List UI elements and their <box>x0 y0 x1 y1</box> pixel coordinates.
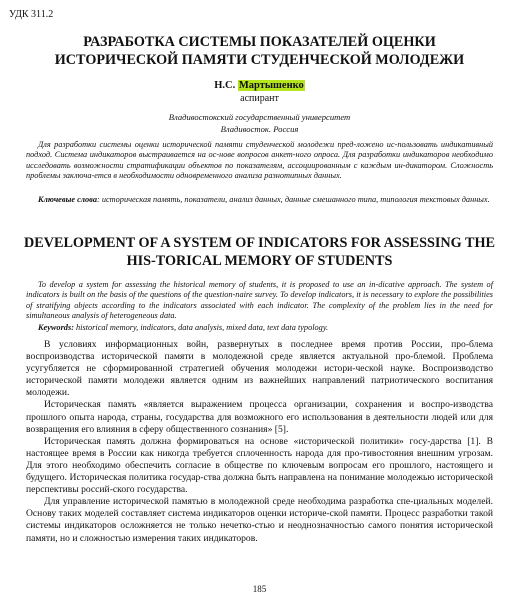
title-english: DEVELOPMENT OF A SYSTEM OF INDICATORS FOR ASSESSING THE HIS-TORICAL MEMORY OF STUDENTS <box>24 235 495 269</box>
page-number: 185 <box>252 584 267 594</box>
keywords-text-en: historical memory, indicators, data analysis, mixed data, text data typology. <box>73 323 329 332</box>
abstract-english: To develop a system for assessing the historical memory of students, it is proposed to use an in-dicative approach. The system of indicators is built on the basis of the questions of the question-naire survey. To develop indicators, it is necessary to explore the possibilities of stratifying objects according to the indicators associated with each indicator. The complexity of the problem lies in the need for simultaneous analysis of heterogeneous data. <box>26 280 493 321</box>
body-paragraph: В условиях информационных войн, развернутых в последнее время против России, про-блема воспроизводства исторической памяти в молодежной среде является актуальной про-блемой. Проблема усугубляется не сформированной стратегией обучения молодежи истори-ческой науке. Воспроизводство исторической памяти молодежи является одним из важнейших направлений патриотического воспитания молодежи. <box>26 339 493 399</box>
author-line <box>0 80 519 91</box>
affiliation-org: Владивостокский государственный университет <box>168 112 351 122</box>
author-initials: Н.С. <box>214 80 236 91</box>
keywords-label: Ключевые слова <box>38 195 97 204</box>
body-paragraph: Историческая память должна формироваться на основе «исторической политики» госу-дарства [1]. В настоящее время в России как никогда требуется сплоченность народа для про-тивостояния внешним угрозам. Для этого необходимо обеспечить согласие в обществе по ключевым вопросам его прошлого, настоящего и будущего. Историческая политика государ-ства должна быть направлена на понимание молодежью исторической перспективы россий-ского государства. <box>26 435 493 496</box>
abstract-russian: Для разработки системы оценки исторической памяти студенческой молодежи пред-ложено ис-пользовать индикативный подход. Система индикаторов выстраивается на ос-нове вопросов анкет-ного опроса. Для разработки индикаторов необходимо исследовать возможности стратификации объектов по показателям, ассоциированным с каждым ин-дикатором. Сложность проблемы заключа-ется в необходимости одновременного анализа разнотипных данных. <box>26 140 493 181</box>
keywords-english <box>26 323 493 333</box>
body-text <box>26 339 493 545</box>
affiliation <box>0 111 519 135</box>
udk-code: УДК 311.2 <box>9 9 54 20</box>
keywords-russian <box>26 195 493 205</box>
keywords-label-en: Keywords: <box>38 323 74 332</box>
body-paragraph: Историческая память «является выражением процесса организации, сохранения и воспро-изводства прошлого опыта народа, страны, государства для возможного его использования в деятельности людей или для возвращения его влияния в сферу общественного сознания» [5]. <box>26 399 493 435</box>
author-surname: Мартышенко <box>238 80 304 91</box>
keywords-text: : историческая память, показатели, анализ данных, данные смешанного типа, типология текстовых данных. <box>96 195 490 204</box>
title-russian: РАЗРАБОТКА СИСТЕМЫ ПОКАЗАТЕЛЕЙ ОЦЕНКИ ИСТОРИЧЕСКОЙ ПАМЯТИ СТУДЕНЧЕСКОЙ МОЛОДЕЖИ <box>54 34 465 68</box>
body-paragraph: Для управление исторической памятью в молодежной среде необходима разработка спе-циальных моделей. Основу таких моделей составляет система индикаторов оценки историче-ской памяти. Процесс разработки такой системы индикаторов осложняется не только нечетко-стью и неоднозначностью самого понятия исторической памяти, но и сложностью измерения таких индикаторов. <box>26 496 493 544</box>
author-role: аспирант <box>240 93 279 104</box>
affiliation-city: Владивосток. Россия <box>220 124 299 134</box>
